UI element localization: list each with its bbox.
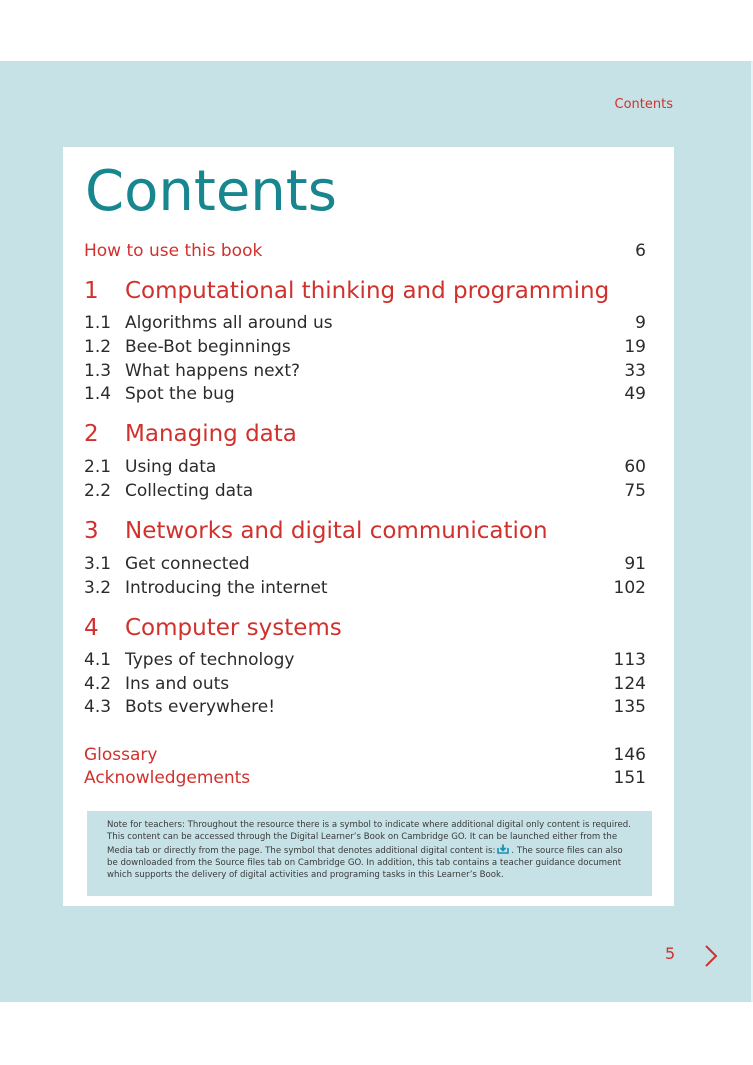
toc-entry-acknowledgements[interactable] (84, 768, 646, 792)
teacher-note (107, 819, 632, 881)
section-page: 49 (624, 384, 646, 404)
section-number: 4.3 (84, 697, 112, 717)
section-label: Get connected (125, 554, 250, 574)
contents-card (63, 147, 674, 906)
section-label: Collecting data (125, 481, 254, 501)
toc-entry-page: 146 (613, 745, 646, 765)
toc-entry-page: 6 (635, 241, 646, 261)
section-number: 2.1 (84, 457, 112, 477)
page-number: 5 (665, 944, 676, 963)
toc-entry[interactable] (84, 481, 646, 505)
section-number: 2.2 (84, 481, 112, 501)
section-number: 1.2 (84, 337, 112, 357)
section-label: Introducing the internet (125, 578, 328, 598)
running-header: Contents (614, 97, 673, 112)
section-page: 9 (635, 313, 646, 333)
section-page: 102 (613, 578, 646, 598)
section-page: 113 (613, 650, 646, 670)
toc-entry[interactable] (84, 457, 646, 481)
toc-entry[interactable] (84, 554, 646, 578)
toc-entry[interactable] (84, 697, 646, 721)
toc-entry[interactable] (84, 578, 646, 602)
toc-entry-label: Acknowledgements (84, 768, 251, 788)
section-label: Bots everywhere! (125, 697, 276, 717)
toc-entry-glossary[interactable] (84, 745, 646, 769)
teacher-note-box (87, 811, 652, 896)
section-page: 19 (624, 337, 646, 357)
chapter-number: 1 (84, 278, 99, 304)
chapter-title: Computer systems (125, 615, 342, 641)
section-number: 4.2 (84, 674, 112, 694)
next-page-arrow-icon[interactable] (703, 944, 719, 968)
chapter-number: 2 (84, 421, 99, 447)
chapter-title: Computational thinking and programming (125, 278, 610, 304)
toc-entry[interactable] (84, 337, 646, 361)
toc-entry[interactable] (84, 650, 646, 674)
section-page: 135 (613, 697, 646, 717)
chapter-title: Networks and digital communication (125, 518, 548, 544)
section-number: 1.3 (84, 361, 112, 381)
toc-entry-intro[interactable] (84, 241, 646, 265)
teacher-note-text: Note for teachers: Throughout the resource there is a symbol to indicate where additional digital only content is required. This content can be accessed through the Digital Learner’s Book on Cambridge GO. It can be launched either from the Media tab or directly from the page. The symbol that denotes additional digital content is: (107, 820, 631, 856)
teacher-note-text-continued: . The source files can also be downloaded from the Source files tab on Cambridge GO. In addition, this tab contains a teacher guidance document which supports the delivery of digital activities and programing tasks in this Learner’s Book. (107, 845, 623, 881)
section-label: Algorithms all around us (125, 313, 333, 333)
section-number: 3.2 (84, 578, 112, 598)
section-label: Types of technology (125, 650, 295, 670)
toc-entry-label: Glossary (84, 745, 158, 765)
section-number: 1.4 (84, 384, 112, 404)
chapter-title: Managing data (125, 421, 297, 447)
toc-entry[interactable] (84, 384, 646, 408)
section-label: Using data (125, 457, 217, 477)
section-label: Spot the bug (125, 384, 235, 404)
chapter-number: 4 (84, 615, 99, 641)
toc-entry[interactable] (84, 674, 646, 698)
section-number: 4.1 (84, 650, 112, 670)
section-page: 124 (613, 674, 646, 694)
download-icon (497, 844, 509, 854)
section-page: 75 (624, 481, 646, 501)
chapter-number: 3 (84, 518, 99, 544)
toc-entry-label: How to use this book (84, 241, 263, 261)
toc-entry[interactable] (84, 361, 646, 385)
section-number: 1.1 (84, 313, 112, 333)
toc-entry-page: 151 (613, 768, 646, 788)
section-label: Ins and outs (125, 674, 230, 694)
section-page: 91 (624, 554, 646, 574)
section-label: What happens next? (125, 361, 301, 381)
section-page: 60 (624, 457, 646, 477)
section-page: 33 (624, 361, 646, 381)
toc-entry[interactable] (84, 313, 646, 337)
page-title: Contents (85, 159, 337, 224)
section-label: Bee-Bot beginnings (125, 337, 291, 357)
section-number: 3.1 (84, 554, 112, 574)
